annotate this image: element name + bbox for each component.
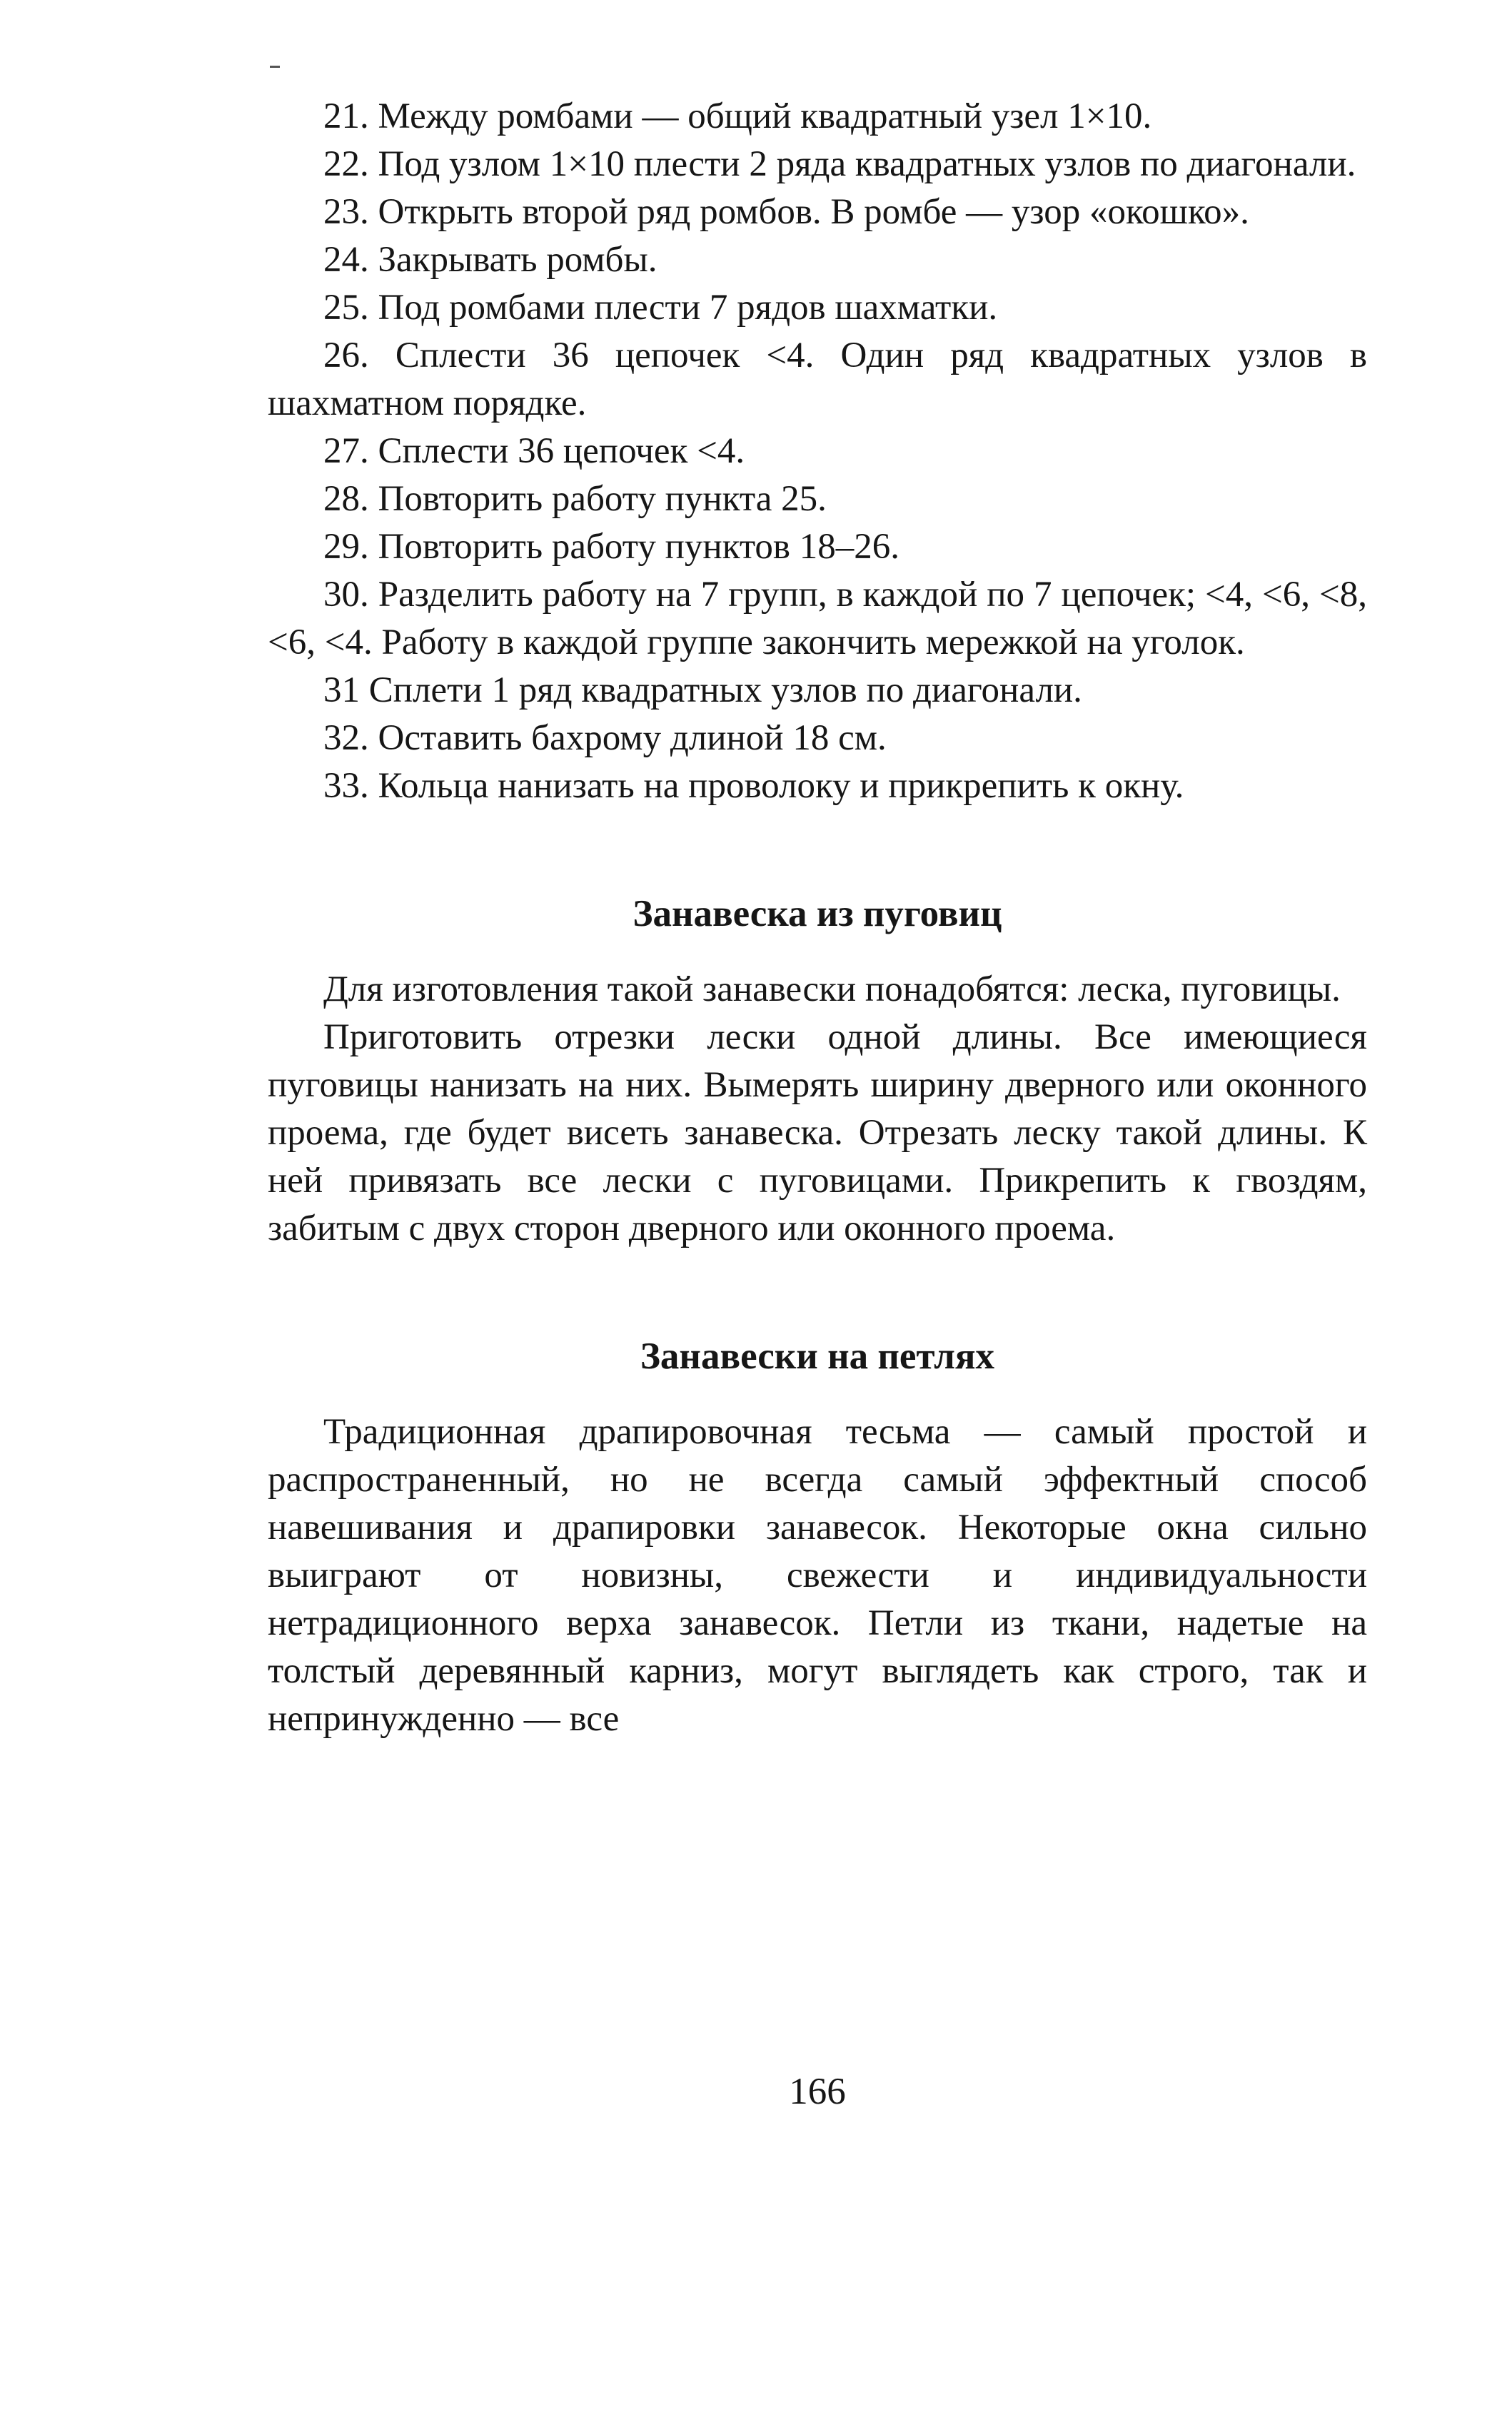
page-content bbox=[268, 93, 1367, 2112]
list-item: 28. Повторить работу пункта 25. bbox=[323, 479, 827, 519]
section-heading-loop-curtains: Занавески на петлях bbox=[640, 1336, 995, 1377]
list-item: 22. Под узлом 1×10 плести 2 ряда квадратных узлов по диагонали. bbox=[323, 144, 1356, 184]
list-item: 27. Сплести 36 цепочек <4. bbox=[323, 431, 745, 471]
paragraph: Приготовить отрезки лески одной длины. Все имеющиеся пуговицы нанизать на них. Вымерять ширину дверного или оконного проема, где будет висеть занавеска. Отрезать леску такой длины. К ней привязать все лески с пуговицами. Прикрепить к гвоздям, забитым с двух сторон дверного или оконного проема. bbox=[268, 1017, 1367, 1248]
list-item: 21. Между ромбами — общий квадратный узел 1×10. bbox=[323, 96, 1152, 136]
list-item: 29. Повторить работу пунктов 18–26. bbox=[323, 527, 900, 567]
scan-mark bbox=[270, 66, 280, 68]
page-number: 166 bbox=[789, 2071, 846, 2112]
list-item: 32. Оставить бахрому длиной 18 см. bbox=[323, 718, 887, 758]
paragraph: Для изготовления такой занавески понадобятся: леска, пуговицы. bbox=[323, 969, 1341, 1009]
section-heading-buttons-curtain: Занавеска из пуговиц bbox=[632, 893, 1002, 934]
list-item: 24. Закрывать ромбы. bbox=[323, 240, 657, 280]
list-item: 26. Сплести 36 цепочек <4. Один ряд квадратных узлов в шахматном порядке. bbox=[268, 335, 1367, 423]
section-body-buttons-curtain bbox=[268, 966, 1367, 1253]
list-item: 33. Кольца нанизать на проволоку и прикрепить к окну. bbox=[323, 766, 1184, 806]
list-item: 30. Разделить работу на 7 групп, в каждой по 7 цепочек; <4, <6, <8, <6, <4. Работу в каждой группе закончить мережкой на уголок. bbox=[268, 575, 1367, 662]
list-item: 25. Под ромбами плести 7 рядов шахматки. bbox=[323, 288, 998, 328]
paragraph: Традиционная драпировочная тесьма — самый простой и распространенный, но не всегда самый эффектный способ навешивания и драпировки занавесок. Некоторые окна сильно выиграют от новизны, свежести и индивидуальности нетрадиционного верха занавесок. Петли из ткани, надетые на толстый деревянный карниз, могут выглядеть как строго, так и непринужденно — все bbox=[268, 1412, 1367, 1739]
list-item: 23. Открыть второй ряд ромбов. В ромбе — узор «окошко». bbox=[323, 192, 1249, 232]
section-body-loop-curtains bbox=[268, 1408, 1367, 1743]
list-item: 31 Сплети 1 ряд квадратных узлов по диагонали. bbox=[323, 670, 1082, 710]
numbered-steps bbox=[268, 93, 1367, 810]
